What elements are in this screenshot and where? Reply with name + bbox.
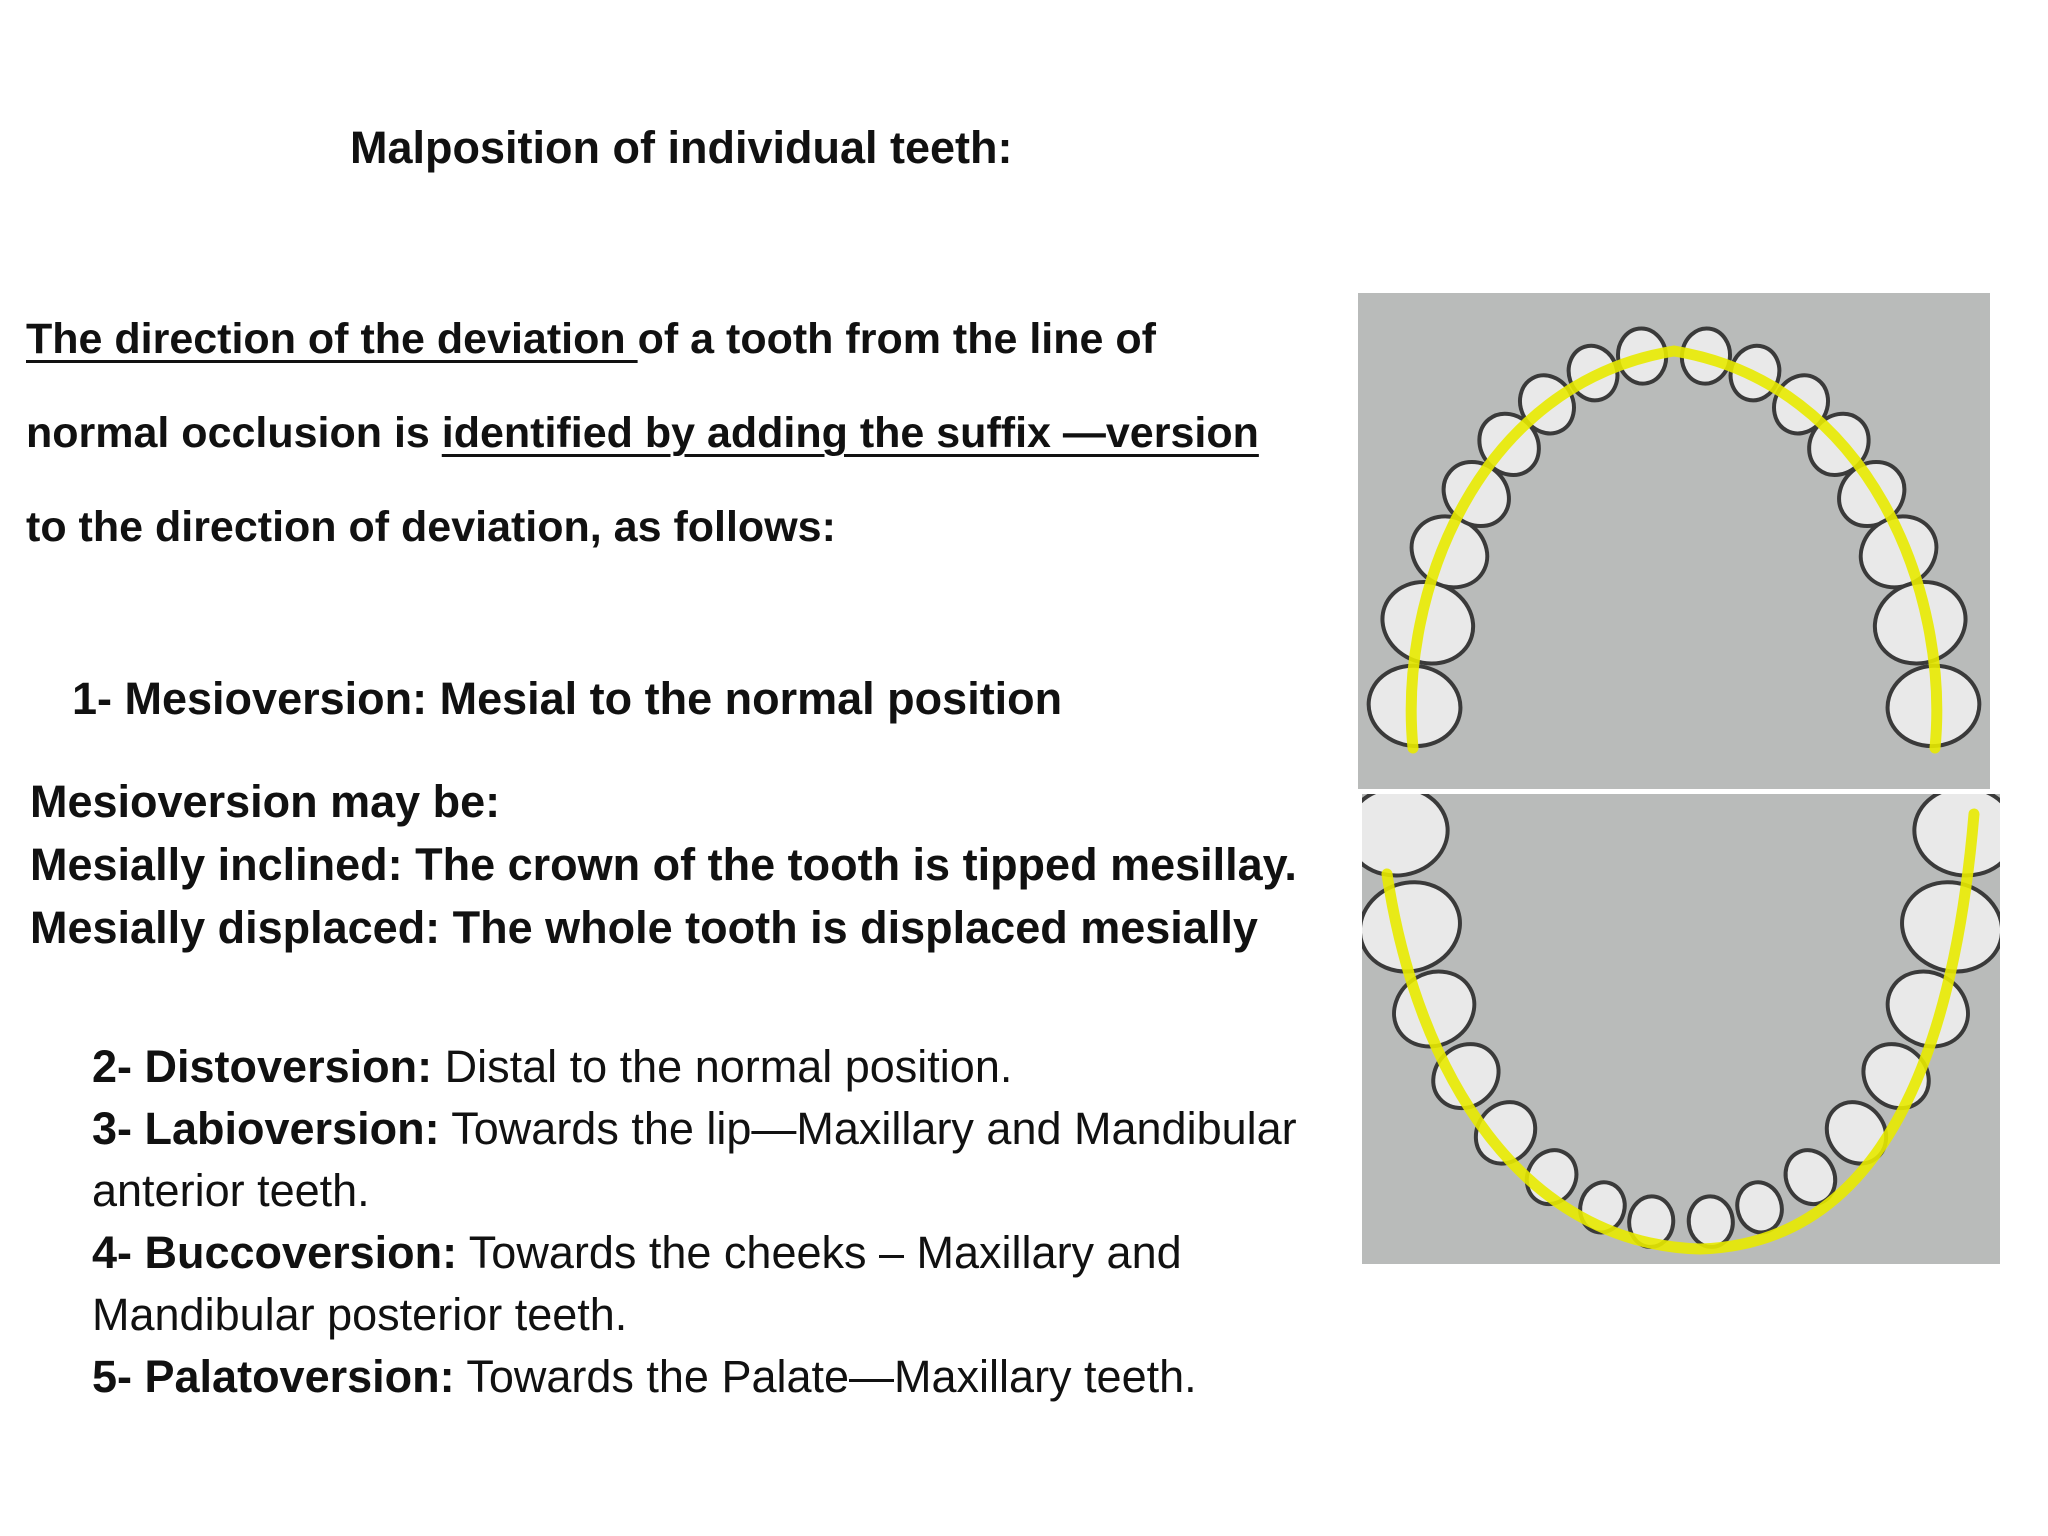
maxillary-arch-image (1358, 293, 1990, 789)
mesially-displaced-text: Mesially displaced: The whole tooth is displaced mesially (30, 902, 1258, 953)
intro-underlined-phrase-1: The direction of the deviation (26, 315, 638, 363)
list-item (92, 1222, 1352, 1346)
list-item (92, 1346, 1352, 1408)
list-item-term: 5- Palatoversion: (92, 1351, 455, 1402)
list-item-desc: Towards the lip—Maxillary and Mandibular anterior teeth. (92, 1103, 1297, 1216)
version-list (92, 1036, 1352, 1408)
page-title: Malposition of individual teeth: (350, 122, 1013, 173)
list-item-term: 3- Labioversion: (92, 1103, 440, 1154)
list-item-term: 2- Distoversion: (92, 1041, 433, 1092)
intro-text-1: of a tooth from the line of (637, 315, 1156, 363)
list-item-desc: Towards the Palate—Maxillary teeth. (454, 1351, 1197, 1402)
tooth-group (1362, 794, 2000, 1249)
mandibular-arch-drawing (1362, 794, 2000, 1264)
intro-text-3: to the direction of deviation, as follows: (26, 503, 836, 551)
mesially-inclined-text: Mesially inclined: The crown of the tooth is tipped mesillay. (30, 839, 1297, 890)
mesioversion-heading: Mesioversion may be: (30, 776, 501, 827)
intro-paragraph (26, 292, 1346, 574)
tooth (1362, 869, 1472, 984)
maxillary-arch-drawing (1358, 293, 1990, 789)
list-item (92, 1036, 1352, 1098)
tooth (1686, 1194, 1735, 1249)
tooth (1362, 794, 1451, 880)
intro-underlined-phrase-2: identified by adding the suffix —version (441, 409, 1259, 457)
list-item (92, 1098, 1352, 1222)
intro-text-2: normal occlusion is (26, 409, 442, 457)
occlusion-line (1387, 814, 1974, 1249)
mesioversion-block (30, 770, 1297, 959)
list-item-desc: Towards the cheeks – Maxillary and Mandibular posterior teeth. (92, 1227, 1182, 1340)
list-item-desc: Distal to the normal position. (432, 1041, 1013, 1092)
list-item-term: 4- Buccoversion: (92, 1227, 458, 1278)
tooth (1911, 794, 2000, 880)
tooth (1890, 869, 2000, 984)
mandibular-arch-image (1362, 794, 2000, 1264)
list-item-mesioversion: 1- Mesioversion: Mesial to the normal position (72, 673, 1063, 724)
occlusion-line (1411, 351, 1937, 748)
tooth-group (1363, 326, 1984, 752)
